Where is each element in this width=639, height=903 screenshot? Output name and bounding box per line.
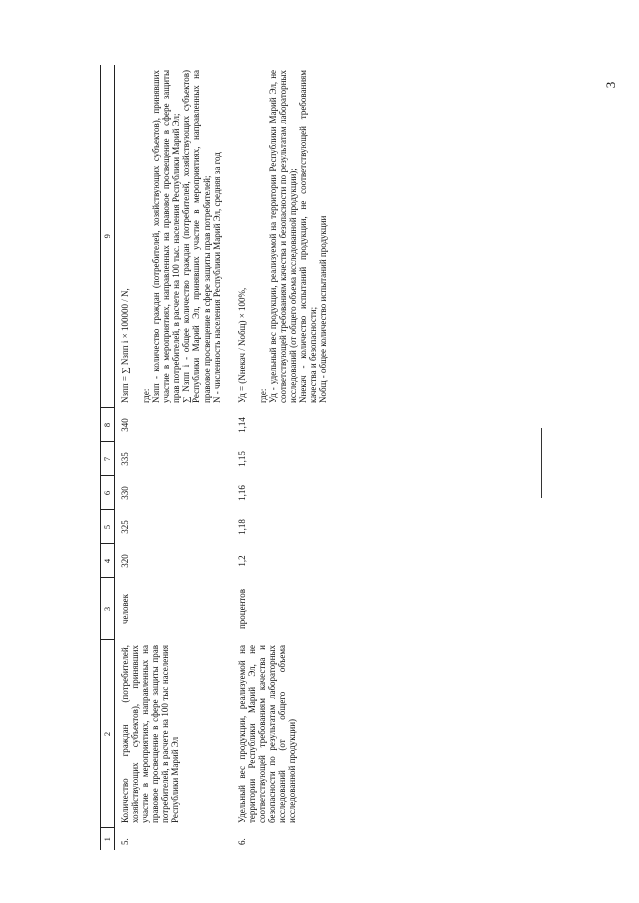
formula: Уд = (Nнекач / Nобщ) × 100%, — [236, 287, 247, 403]
column-number-row — [101, 65, 115, 850]
where-label: где: — [257, 388, 268, 403]
indicator-value: 1,18 — [236, 519, 247, 535]
column-number: 7 — [101, 442, 115, 476]
indicator-value: 320 — [120, 554, 130, 568]
definition: Nобщ - общее количество испытаний продукции — [318, 215, 329, 403]
page-number: 3 — [603, 81, 618, 89]
column-number: 1 — [101, 828, 115, 850]
definition: N - численность населения Республики Марий Эл, средняя за год — [211, 152, 222, 403]
indicator-value: 335 — [120, 452, 130, 466]
column-number: 8 — [101, 408, 115, 442]
column-number: 9 — [101, 65, 115, 408]
definition: Уд - удельный вес продукции, реализуемой на территории Республики Марий Эл, не соответствующей требованиям качества и безопасности по результатам лабораторных исследований (от общего объема исследованной продукции); — [267, 70, 299, 403]
calculation-method — [232, 65, 339, 408]
column-number: 6 — [101, 476, 115, 510]
column-number: 3 — [101, 578, 115, 640]
where-label: где: — [141, 388, 152, 403]
indicator-value: 1,16 — [236, 485, 247, 501]
definition: Nнекач - количество испытаний продукции, не соответствующей требованиям качества и безопасности; — [298, 70, 319, 403]
indicator-value: 340 — [120, 418, 130, 432]
definition: Nзпп - количество граждан (потребителей, хозяйствующих субъектов), принявших участие в мероприятиях, направленных на правовое просвещение в сфере защиты прав потребителей, в расчете на 100 тыс. населения Республики Марий Эл; — [151, 70, 182, 403]
table-row — [232, 65, 339, 850]
unit-of-measure: процентов — [236, 589, 247, 630]
definition: ∑ Nзпп i - общее количество граждан (потребителей, хозяйствующих субъектов) Республики Марий Эл, принявших участие в мероприятиях, направленных на правовое просвещение в сфере защиты прав потребителей; — [181, 70, 212, 403]
indicator-name: Количество граждан (потребителей, хозяйствующих субъектов), принявших участие в мероприятиях, направленных на правовое просвещение в сфере защиты прав потребителей, в расчете на 100 тыс населения Республики Марий Эл — [120, 645, 181, 823]
table-row — [115, 65, 232, 850]
unit-of-measure: человек — [120, 593, 130, 625]
indicator-value: 1,2 — [236, 555, 247, 567]
indicator-value: 1,15 — [236, 451, 247, 467]
indicator-value: 330 — [120, 486, 130, 500]
column-number: 4 — [101, 544, 115, 578]
indicators-table-rotated — [100, 65, 555, 850]
row-number: 6. — [236, 838, 247, 845]
indicators-table — [100, 65, 338, 850]
stray-line — [541, 428, 542, 498]
calculation-method — [115, 65, 232, 408]
indicator-name: Удельный вес продукции, реализуемой на территории Республики Марий Эл, не соответствующей требованиям качества и безопасности по результатам лабораторных исследований (от общего объема исследованной продукции) — [236, 645, 298, 823]
indicator-value: 1,14 — [236, 417, 247, 433]
column-number: 5 — [101, 510, 115, 544]
column-number: 2 — [101, 640, 115, 828]
row-number: 5. — [120, 838, 130, 845]
indicator-value: 325 — [120, 520, 130, 534]
formula: Nзпп = ∑ Nзпп i × 100000 / N, — [120, 288, 130, 403]
